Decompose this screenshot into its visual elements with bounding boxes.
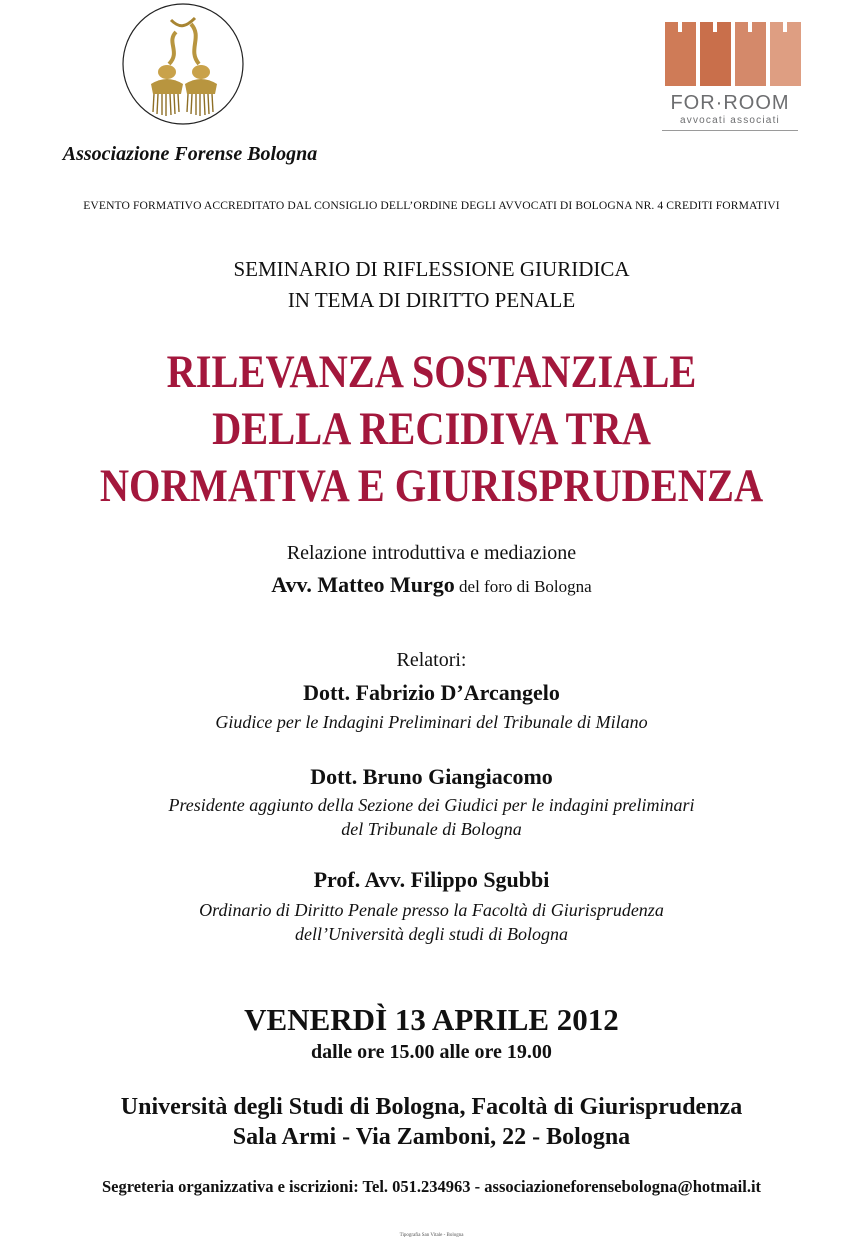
contact-info: Segreteria organizzativa e iscrizioni: Tel. 051.234963 - associazioneforensebologna@hotmail.it bbox=[101, 1177, 762, 1196]
event-hours: dalle ore 15.00 alle ore 19.00 bbox=[311, 1041, 552, 1063]
event-title-line-1: RILEVANZA SOSTANZIALE bbox=[166, 346, 697, 398]
speaker-name: Prof. Avv. Filippo Sgubbi bbox=[313, 867, 550, 892]
moderator-name: Avv. Matteo Murgo bbox=[271, 572, 455, 597]
event-date: VENERDÌ 13 APRILE 2012 bbox=[244, 1002, 619, 1037]
logo-bar bbox=[700, 22, 731, 86]
speaker-role: del Tribunale di Bologna bbox=[341, 819, 522, 839]
venue-line-2: Sala Armi - Via Zamboni, 22 - Bologna bbox=[232, 1124, 631, 1150]
speaker-name: Dott. Fabrizio D’Arcangelo bbox=[303, 680, 560, 705]
logo-bar bbox=[735, 22, 766, 86]
association-name: Associazione Forense Bologna bbox=[62, 143, 318, 165]
association-logo bbox=[121, 2, 245, 126]
speaker-name: Dott. Bruno Giangiacomo bbox=[310, 764, 553, 789]
speaker-role: Ordinario di Diritto Penale presso la Facoltà di Giurisprudenza bbox=[199, 900, 664, 920]
accreditation-notice: EVENTO FORMATIVO ACCREDITATO DAL CONSIGLIO DELL’ORDINE DEGLI AVVOCATI DI BOLOGNA NR. 4 CREDITI FORMATIVI bbox=[83, 199, 780, 212]
moderator-affiliation: del foro di Bologna bbox=[454, 577, 592, 596]
forroom-logo-subtitle: avvocati associati bbox=[680, 115, 780, 126]
seminar-heading-line-1: SEMINARIO DI RIFLESSIONE GIURIDICA bbox=[233, 257, 630, 281]
forroom-logo-title: FOR·ROOM bbox=[670, 92, 790, 114]
speaker-role: dell’Università degli studi di Bologna bbox=[295, 924, 568, 944]
venue-line-1: Università degli Studi di Bologna, Facoltà di Giurisprudenza bbox=[120, 1094, 743, 1120]
speaker-role: Presidente aggiunto della Sezione dei Giudici per le indagini preliminari bbox=[168, 795, 695, 815]
forroom-logo bbox=[660, 22, 800, 134]
logo-bar bbox=[665, 22, 696, 86]
logo-bar bbox=[770, 22, 801, 86]
moderator-line bbox=[0, 572, 863, 598]
event-title-line-3: NORMATIVA E GIURISPRUDENZA bbox=[99, 460, 764, 512]
speakers-label: Relatori: bbox=[396, 649, 467, 671]
event-title-line-2: DELLA RECIDIVA TRA bbox=[212, 403, 651, 455]
seminar-heading-line-2: IN TEMA DI DIRITTO PENALE bbox=[287, 288, 576, 312]
introduction-label: Relazione introduttiva e mediazione bbox=[286, 542, 577, 564]
logo-rule bbox=[662, 130, 798, 131]
printer-credit: Tipografia San Vitale - Bologna bbox=[399, 1233, 464, 1238]
speaker-role: Giudice per le Indagini Preliminari del Tribunale di Milano bbox=[215, 712, 648, 732]
